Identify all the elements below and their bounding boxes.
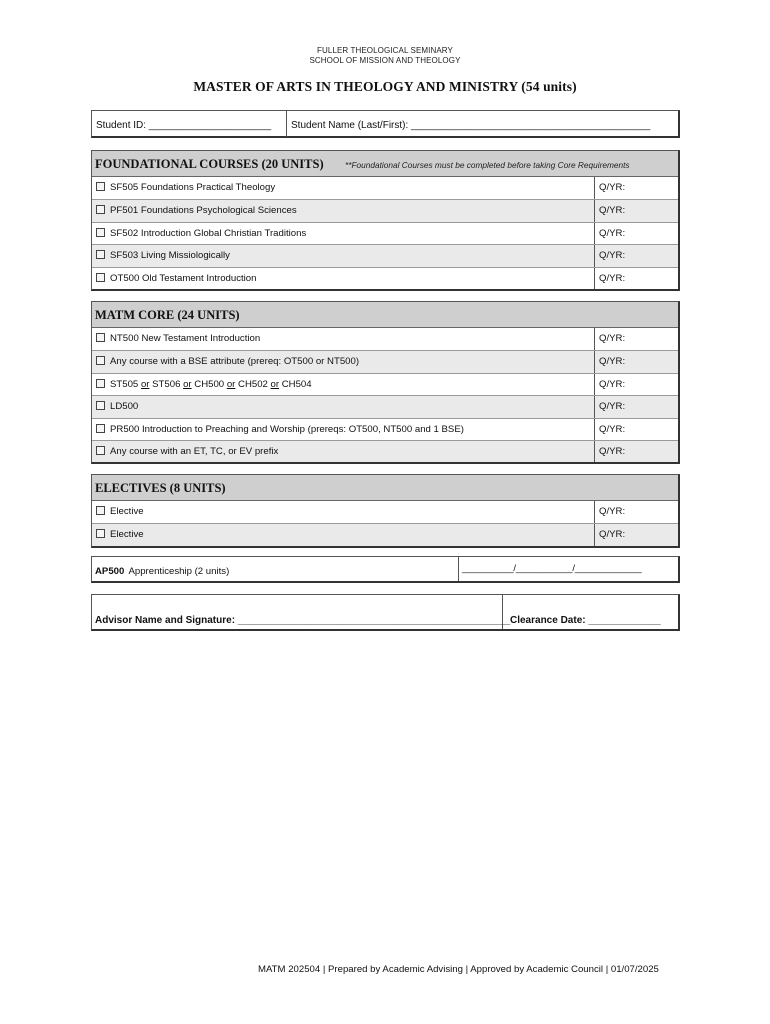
electives-section (91, 474, 680, 548)
quarter-year-field[interactable]: Q/YR: (594, 223, 679, 244)
course-row (92, 501, 678, 523)
course-code: ST505 (110, 378, 141, 390)
course-checkbox[interactable] (96, 182, 105, 191)
course-label (110, 379, 312, 390)
course-label: SF503 Living Missiologically (110, 250, 230, 262)
course-row (92, 418, 678, 440)
quarter-year-field[interactable]: Q/YR: (594, 419, 679, 440)
or-connector: or (270, 378, 280, 390)
apprenticeship-label: Apprenticeship (2 units) (128, 566, 230, 577)
or-connector: or (140, 378, 150, 390)
quarter-year-field[interactable]: Q/YR: (594, 524, 679, 545)
course-row (92, 222, 678, 244)
course-row (92, 373, 678, 395)
school-name: SCHOOL OF MISSION AND THEOLOGY (309, 56, 461, 65)
institution-name: FULLER THEOLOGICAL SEMINARY (317, 46, 453, 55)
course-checkbox[interactable] (96, 250, 105, 259)
course-label: PR500 Introduction to Preaching and Worship (prereqs: OT500, NT500 and 1 BSE) (110, 423, 464, 435)
course-code: CH500 (191, 378, 227, 390)
course-row (92, 440, 678, 462)
electives-header (92, 475, 678, 501)
quarter-year-field[interactable]: Q/YR: (594, 351, 679, 372)
quarter-year-field[interactable]: Q/YR: (594, 200, 679, 221)
course-label: NT500 New Testament Introduction (110, 333, 261, 344)
course-label: LD500 (110, 401, 139, 413)
course-row (92, 328, 678, 350)
course-row (92, 177, 678, 199)
foundational-note: **Foundational Courses must be completed before taking Core Requirements (345, 160, 630, 170)
apprenticeship-date-field[interactable]: __________/___________/_____________ (462, 563, 642, 574)
course-code: CH502 (235, 378, 271, 390)
course-checkbox[interactable] (96, 333, 105, 342)
quarter-year-field[interactable]: Q/YR: (594, 268, 679, 289)
course-row (92, 267, 678, 289)
course-label: OT500 Old Testament Introduction (110, 272, 257, 284)
course-checkbox[interactable] (96, 356, 105, 365)
footer-text: MATM 202504 | Prepared by Academic Advising | Approved by Academic Council | 01/07/2025 (258, 964, 659, 975)
student-info-box (91, 110, 680, 138)
quarter-year-field[interactable]: Q/YR: (594, 374, 679, 395)
advisor-signature-field[interactable]: Advisor Name and Signature: _________________________________________________ (95, 615, 511, 626)
course-row (92, 395, 678, 417)
student-id-field[interactable]: Student ID: ______________________ (92, 111, 287, 137)
course-row (92, 523, 678, 545)
course-row (92, 244, 678, 266)
core-section (91, 301, 680, 464)
advisor-box (91, 594, 680, 631)
apprenticeship-box (91, 556, 680, 583)
course-checkbox[interactable] (96, 379, 105, 388)
course-checkbox[interactable] (96, 273, 105, 282)
page-title: MASTER OF ARTS IN THEOLOGY AND MINISTRY (54 units) (193, 79, 577, 94)
course-label: PF501 Foundations Psychological Sciences (110, 205, 297, 217)
foundational-header (92, 151, 678, 177)
quarter-year-field[interactable]: Q/YR: (594, 501, 679, 523)
course-label: SF502 Introduction Global Christian Traditions (110, 227, 307, 239)
course-label: Elective (110, 506, 144, 517)
core-title: MATM CORE (24 UNITS) (95, 308, 240, 322)
quarter-year-field[interactable]: Q/YR: (594, 328, 679, 350)
or-connector: or (226, 378, 236, 390)
course-row (92, 199, 678, 221)
quarter-year-field[interactable]: Q/YR: (594, 396, 679, 417)
course-checkbox[interactable] (96, 446, 105, 455)
core-header (92, 302, 678, 328)
electives-title: ELECTIVES (8 UNITS) (95, 481, 226, 495)
course-checkbox[interactable] (96, 401, 105, 410)
course-checkbox[interactable] (96, 506, 105, 515)
student-name-field[interactable]: Student Name (Last/First): ___________________________________________ (291, 120, 651, 131)
course-label: Any course with a BSE attribute (prereq: OT500 or NT500) (110, 356, 360, 368)
course-row (92, 350, 678, 372)
foundational-section (91, 150, 680, 291)
course-checkbox[interactable] (96, 205, 105, 214)
course-label: Any course with an ET, TC, or EV prefix (110, 445, 279, 457)
course-code: CH504 (279, 378, 312, 390)
course-checkbox[interactable] (96, 424, 105, 433)
course-label: SF505 Foundations Practical Theology (110, 182, 276, 193)
apprenticeship-code: AP500 (95, 566, 125, 577)
or-connector: or (183, 378, 192, 390)
course-code: ST506 (149, 378, 184, 390)
foundational-title: FOUNDATIONAL COURSES (20 UNITS) (95, 157, 324, 171)
course-checkbox[interactable] (96, 529, 105, 538)
quarter-year-field[interactable]: Q/YR: (594, 245, 679, 266)
course-label: Elective (110, 529, 144, 541)
quarter-year-field[interactable]: Q/YR: (594, 177, 679, 199)
quarter-year-field[interactable]: Q/YR: (594, 441, 679, 462)
course-checkbox[interactable] (96, 228, 105, 237)
clearance-date-field[interactable]: Clearance Date: _____________ (510, 615, 661, 626)
